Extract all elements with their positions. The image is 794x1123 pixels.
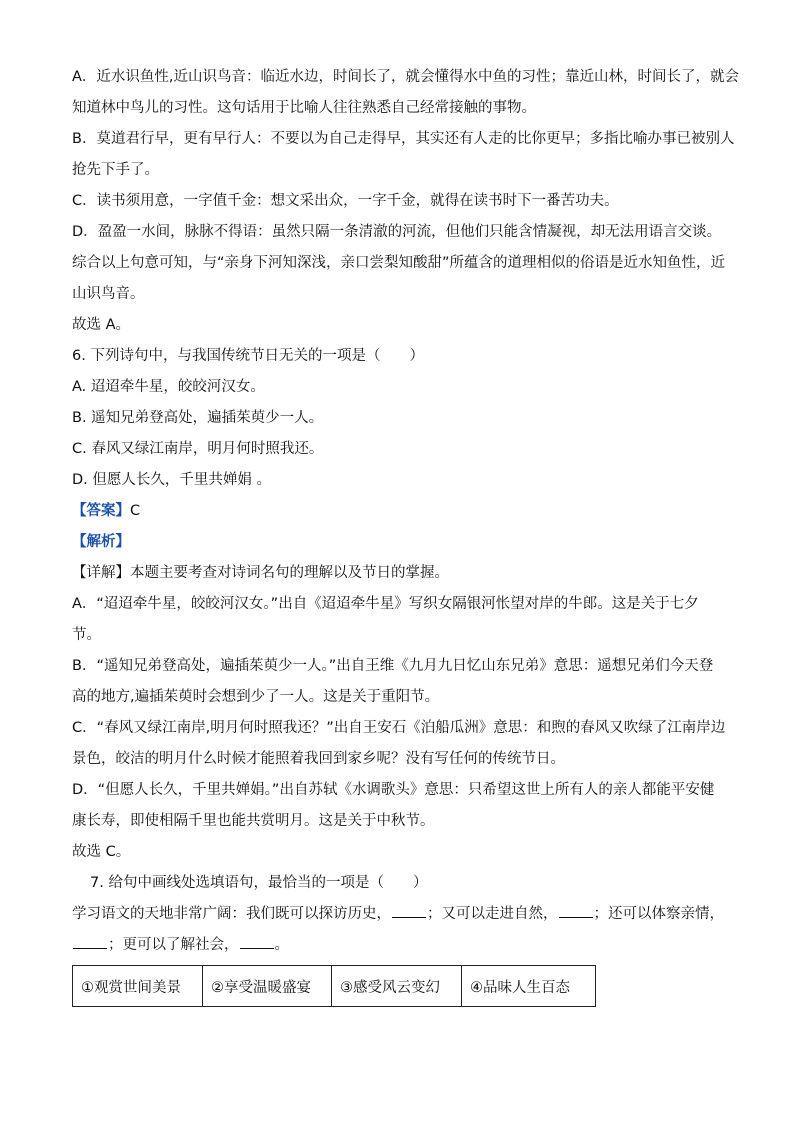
explanation-c-line: C．读书须用意，一字值千金：想文采出众，一字千金，就得在读书时下一番苦功夫。 — [72, 193, 619, 209]
q6-detail — [72, 558, 732, 589]
q6-option-a: A. 迢迢牵牛星，皎皎河汉女。 — [72, 379, 265, 395]
document-page — [72, 62, 740, 1007]
q7-text2-a: ；更可以了解社会， — [108, 937, 239, 953]
q7-options-table — [72, 965, 596, 1007]
analysis-tag: 【解析】 — [72, 534, 130, 550]
q6-option-d: D. 但愿人长久，千里共婵娟 。 — [72, 472, 271, 488]
q6-d-line2: 康长寿，即使相隔千里也能共赏明月。这是关于中秋节。 — [72, 813, 435, 829]
table-cell: ②享受温暖盛宴 — [203, 966, 332, 1007]
explanation-d-line: D．盈盈一水间，脉脉不得语：虽然只隔一条清澈的河流，但他们只能含情凝视，却无法用语言交谈。 — [72, 224, 722, 240]
detail-text: 本题主要考查对诗词名句的理解以及节日的掌握。 — [130, 565, 449, 581]
q7-text-line1 — [72, 899, 732, 930]
q7-text2-b: 。 — [274, 937, 289, 953]
q7-stem: 7. 给句中画线处选填语句，最恰当的一项是（ ） — [90, 875, 428, 891]
q7-text1-a: 学习语文的天地非常广阔：我们既可以探访历史， — [72, 906, 391, 922]
explanation-a-line2: 知道林中鸟儿的习性。这句话用于比喻人往往熟悉自己经常接触的事物。 — [72, 100, 536, 116]
q6-analysis — [72, 527, 732, 558]
summary-line1: 综合以上句意可知，与“亲身下河知深浅，亲口尝梨知酸甜”所蕴含的道理相似的俗语是近水知鱼性，近 — [72, 255, 726, 271]
explanation-b-line2: 抢先下手了。 — [72, 162, 159, 178]
prev-choice: 故选 A。 — [72, 317, 131, 333]
q7-text1-b: ；又可以走进自然， — [427, 906, 558, 922]
table-cell: ④品味人生百态 — [462, 966, 596, 1007]
q6-option-b: B. 遥知兄弟登高处，遍插茱萸少一人。 — [72, 410, 324, 426]
q6-c-line1: C．“春风又绿江南岸,明月何时照我还？”出自王安石《泊船瓜洲》意思：和煦的春风又吹绿了江南岸边 — [72, 720, 726, 736]
blank-3 — [73, 934, 107, 949]
q6-stem: 6. 下列诗句中，与我国传统节日无关的一项是（ ） — [72, 348, 424, 364]
answer-value: C — [130, 503, 141, 519]
q6-b-line2: 高的地方,遍插茱萸时会想到少了一人。这是关于重阳节。 — [72, 689, 440, 705]
q6-d-line1: D．“但愿人长久，千里共婵娟。”出自苏轼《水调歌头》意思：只希望这世上所有人的亲人都能平安健 — [72, 782, 715, 798]
detail-tag: 【详解】 — [72, 565, 130, 581]
table-row — [73, 966, 596, 1007]
q6-option-c: C. 春风又绿江南岸，明月何时照我还。 — [72, 441, 324, 457]
explanation-a-line1: A．近水识鱼性,近山识鸟音：临近水边，时间长了，就会懂得水中鱼的习性；靠近山林，时间长了，就会 — [72, 69, 740, 85]
q6-a-line1: A．“迢迢牵牛星，皎皎河汉女。”出自《迢迢牵牛星》写织女隔银河怅望对岸的牛郎。这是关于七夕 — [72, 596, 699, 612]
table-cell: ③感受风云变幻 — [332, 966, 462, 1007]
blank-1 — [392, 903, 426, 918]
q7-text-line2 — [72, 930, 732, 961]
q6-a-line2: 节。 — [72, 627, 101, 643]
q6-answer — [72, 496, 732, 527]
answer-tag: 【答案】 — [72, 503, 130, 519]
explanation-b-line1: B．莫道君行早，更有早行人：不要以为自己走得早，其实还有人走的比你更早；多指比喻办事已被别人 — [72, 131, 735, 147]
q6-choice: 故选 C。 — [72, 844, 131, 860]
q6-c-line2: 景色，皎洁的明月什么时候才能照着我回到家乡呢？没有写任何的传统节日。 — [72, 751, 565, 767]
q7-text1-c: ；还可以体察亲情， — [593, 906, 724, 922]
table-cell: ①观赏世间美景 — [73, 966, 203, 1007]
blank-2 — [559, 903, 593, 918]
summary-line2: 山识鸟音。 — [72, 286, 145, 302]
blank-4 — [240, 934, 274, 949]
q6-b-line1: B．“遥知兄弟登高处，遍插茱萸少一人。”出自王维《九月九日忆山东兄弟》意思：遥想兄弟们今天登 — [72, 658, 714, 674]
